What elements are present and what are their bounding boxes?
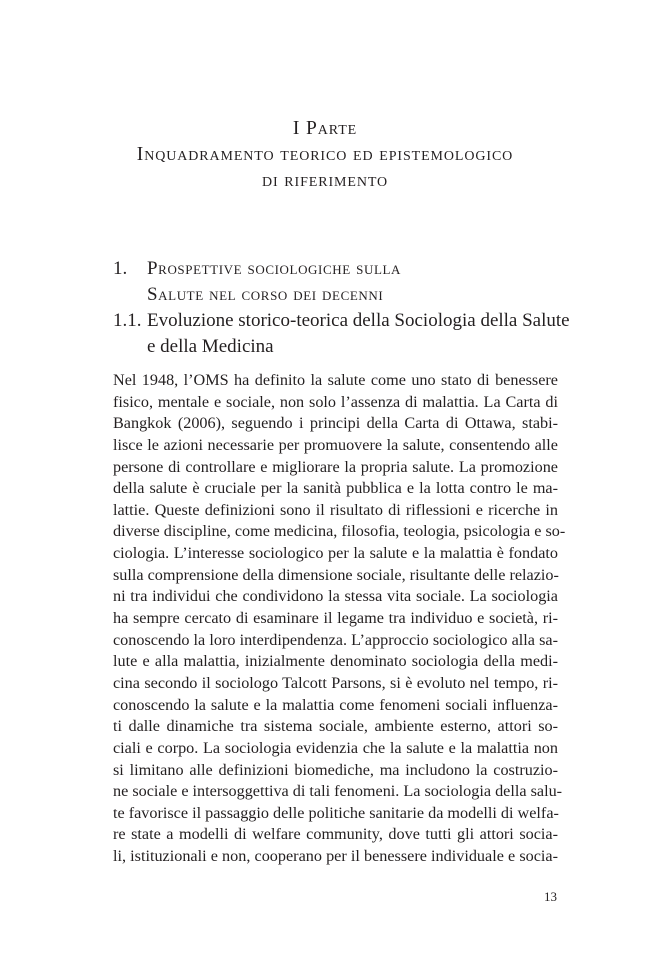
body-line: lisce le azioni necessarie per promuovere la salute, consentendo alle	[113, 435, 558, 454]
section-title-line-1: Evoluzione storico-teorica della Sociologia della Salute	[147, 310, 570, 331]
body-line: ne sociale e intersoggettiva di tali fenomeni. La sociologia della salu-	[113, 782, 563, 801]
chapter-heading-row-2	[113, 282, 553, 308]
body-line: ciologia. L’interesse sociologico per la salute e la malattia è fondato	[113, 544, 558, 563]
body-line: ti dalle dinamiche tra sistema sociale, ambiente esterno, attori so-	[113, 717, 558, 736]
chapter-title-line-1: Prospettive sociologiche sulla	[147, 258, 402, 279]
part-subtitle-line-1: Inquadramento teorico ed epistemologico	[136, 144, 514, 165]
body-line: fisico, mentale e sociale, non solo l’assenza di malattia. La Carta di	[113, 392, 558, 411]
chapter-number: 1.	[113, 258, 128, 279]
section-heading-row-1	[113, 308, 570, 334]
body-line: diverse discipline, come medicina, filosofia, teologia, psicologia e so-	[113, 522, 566, 541]
part-heading	[0, 116, 650, 194]
body-line: conoscendo la salute e la malattia come fenomeni sociali influenza-	[113, 695, 558, 714]
chapter-heading-row-1	[113, 256, 553, 282]
body-line: cina secondo il sociologo Talcott Parsons, si è evoluto nel tempo, ri-	[113, 673, 558, 692]
body-line: persone di controllare e migliorare la propria salute. La promozione	[113, 457, 558, 476]
body-line: sulla comprensione della dimensione sociale, risultante delle relazio-	[113, 565, 559, 584]
page-number: 13	[544, 889, 557, 904]
section-heading-row-2	[113, 334, 553, 360]
body-line: ciali e corpo. La sociologia evidenzia che la salute e la malattia non	[113, 738, 558, 757]
section-number: 1.1.	[113, 310, 142, 331]
body-paragraph	[113, 370, 566, 868]
body-line: Nel 1948, l’OMS ha definito la salute come uno stato di benessere	[113, 371, 558, 389]
body-line: te favorisce il passaggio delle politiche sanitarie da modelli di welfa-	[113, 803, 559, 822]
body-line: si limitano alle definizioni biomediche, ma includono la costruzio-	[113, 760, 558, 779]
chapter-heading-block	[113, 256, 570, 360]
body-line: della salute è cruciale per la sanità pubblica e la lotta contro le ma-	[113, 479, 558, 498]
body-line: re state a modelli di welfare community, dove tutti gli attori socia-	[113, 825, 558, 844]
body-line: ha sempre cercato di esaminare il legame tra individuo e società, ri-	[113, 609, 558, 628]
part-subtitle-line-2: di riferimento	[261, 170, 389, 191]
body-line: Bangkok (2006), seguendo i principi della Carta di Ottawa, stabi-	[113, 414, 558, 433]
body-line: li, istituzionali e non, cooperano per il benessere individuale e socia-	[113, 847, 558, 866]
part-title: I Parte	[292, 118, 358, 139]
section-title-line-2: e della Medicina	[147, 336, 274, 357]
body-line: lattie. Queste definizioni sono il risultato di riflessioni e ricerche in	[113, 500, 558, 519]
body-line: conoscendo la loro interdipendenza. L’approccio sociologico alla sa-	[113, 630, 558, 649]
body-line: lute e alla malattia, inizialmente denominato sociologia della medi-	[113, 652, 558, 671]
body-line: ni tra individui che condividono la stessa vita sociale. La sociologia	[113, 587, 558, 606]
chapter-title-line-2: Salute nel corso dei decenni	[147, 284, 384, 305]
